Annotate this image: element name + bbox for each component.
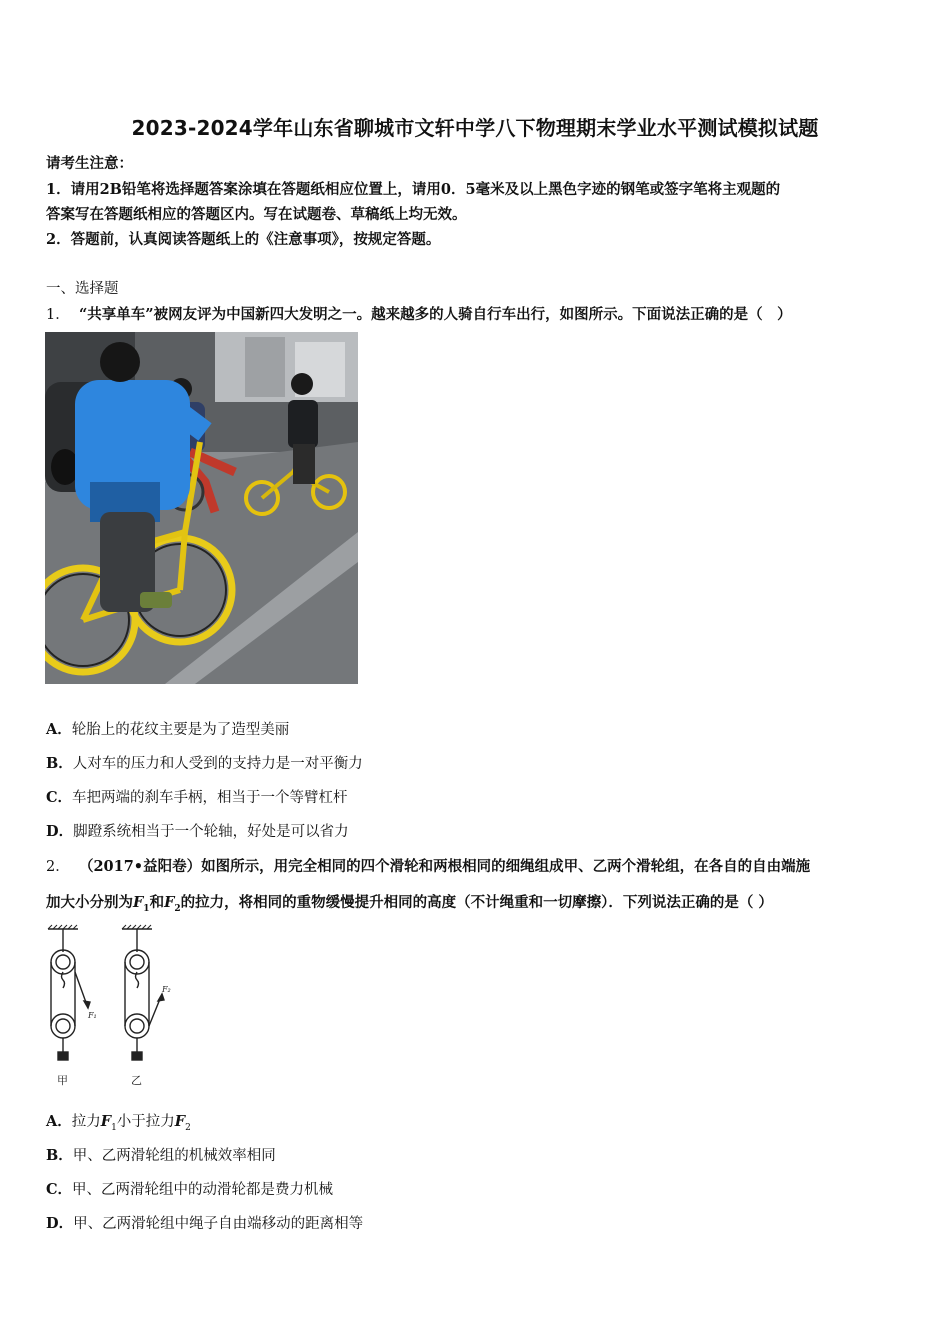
question-2-number: 2． (46, 859, 70, 875)
question-1-text: “共享单车”被网友评为中国新四大发明之一。越来越多的人骑自行车出行，如图所示。下面说法正确的是（ ） (78, 306, 792, 323)
notice-item-1-cont: 答案写在答题纸相应的答题区内。写在试题卷、草稿纸上均无效。 (46, 206, 467, 223)
question-1-number: 1． (46, 307, 70, 323)
question-1-option-d[interactable]: D．脚蹬系统相当于一个轮轴，好处是可以省力 (46, 823, 349, 840)
question-2-option-a[interactable]: A．拉力$F_1$小于拉力$F_2$ (46, 1113, 191, 1133)
question-2-option-d[interactable]: D．甲、乙两滑轮组中绳子自由端移动的距离相等 (46, 1215, 364, 1232)
question-1-option-a[interactable]: A．轮胎上的花纹主要是为了造型美丽 (46, 721, 290, 738)
question-2-source: （2017•益阳卷） (78, 858, 202, 875)
notice-item-1: 1．请用2B铅笔将选择题答案涂填在答题纸相应位置上，请用0．5毫米及以上黑色字迹的钢笔或签字笔将主观题的 (46, 181, 781, 198)
question-2-stem-line1: 2． （2017•益阳卷）如图所示，用完全相同的四个滑轮和两根相同的细绳组成甲、乙两个滑轮组，在各自的自由端施 (46, 858, 811, 875)
question-2-option-c[interactable]: C．甲、乙两滑轮组中的动滑轮都是费力机械 (46, 1181, 334, 1198)
question-1-option-c[interactable]: C．车把两端的刹车手柄，相当于一个等臂杠杆 (46, 789, 348, 806)
bicycle-photo (45, 332, 358, 684)
question-1-stem (46, 303, 792, 324)
f1-label: F₁ (88, 1011, 97, 1020)
question-2-stem-line2: 加大小分别为$F_1$和$F_2$的拉力，将相同的重物缓慢提升相同的高度（不计绳重和一切摩擦）．下列说法正确的是（ ） (46, 894, 773, 914)
question-2-option-b[interactable]: B．甲、乙两滑轮组的机械效率相同 (46, 1147, 276, 1164)
section-heading: 一、选择题 (46, 281, 119, 297)
jia-label: 甲 (57, 1074, 68, 1087)
notice-item-2: 2．答题前，认真阅读答题纸上的《注意事项》，按规定答题。 (46, 231, 441, 248)
notice-heading: 请考生注意： (46, 155, 133, 172)
question-1-option-b[interactable]: B．人对车的压力和人受到的支持力是一对平衡力 (46, 755, 363, 772)
page-title: 2023-2024学年山东省聊城市文轩中学八下物理期末学业水平测试模拟试题 (131, 116, 819, 140)
yi-label: 乙 (131, 1074, 142, 1087)
pulley-diagram (40, 924, 190, 1090)
f2-label: F₂ (162, 985, 171, 994)
